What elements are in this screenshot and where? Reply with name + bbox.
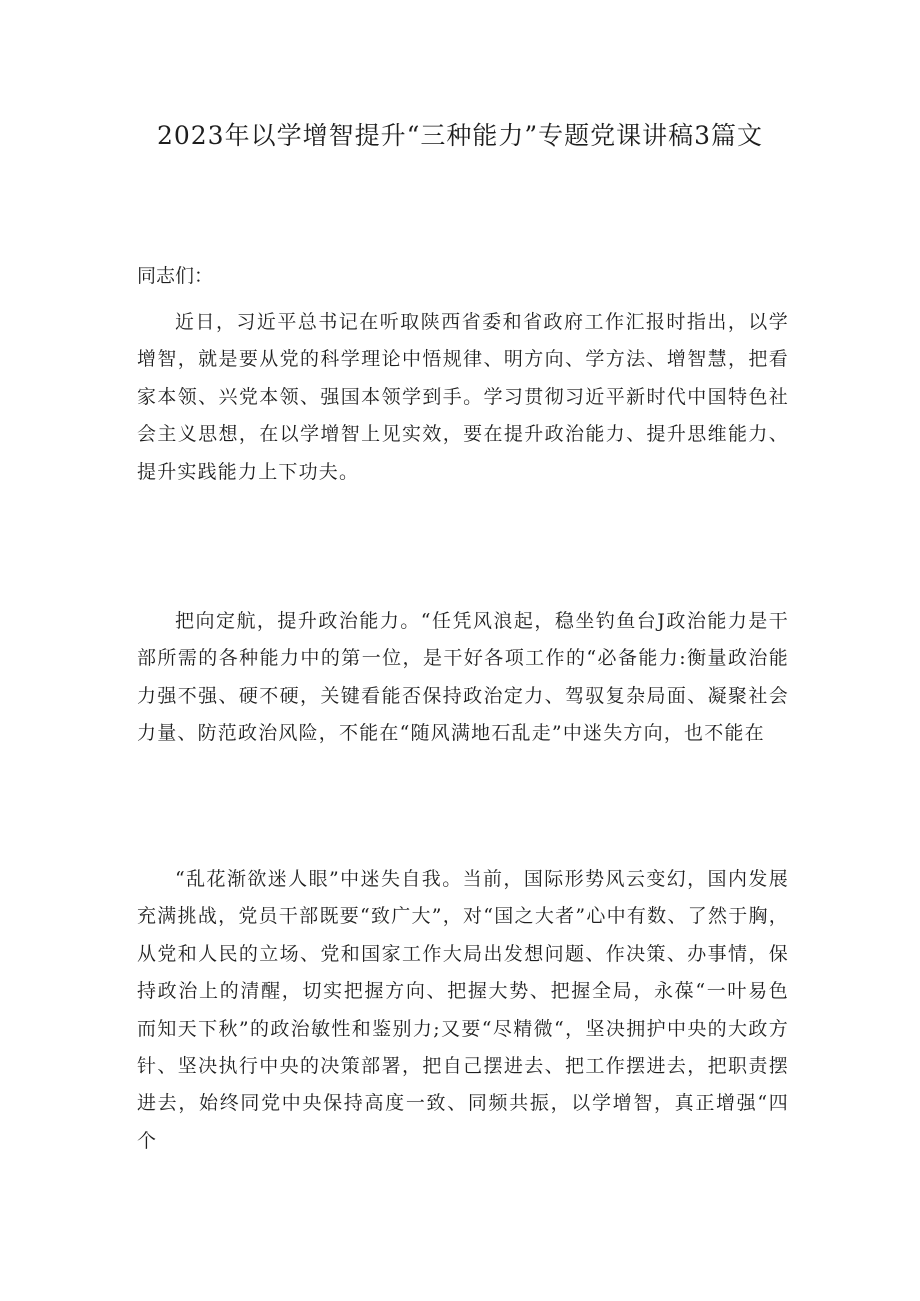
paragraph-political-ability: 把向定航，提升政治能力。“任凭风浪起，稳坐钓鱼台J政治能力是干部所需的各种能力中的第一位，是干好各项工作的“必备能力:衡量政治能力强不强、硬不硬，关键看能否保持政治定力、驾驭复杂局面、凝聚社会力量、防范政治风险，不能在“随风满地石乱走”中迷失方向，也不能在 [137,610,789,745]
salutation: 同志们： [137,265,214,287]
paragraph-intro: 近日，习近平总书记在听取陕西省委和省政府工作汇报时指出，以学增智，就是要从党的科学理论中悟规律、明方向、学方法、增智慧，把看家本领、兴党本领、强国本领学到手。学习贯彻习近平新时代中国特色社会主义思想，在以学增智上见实效，要在提升政治能力、提升思维能力、提升实践能力上下功夫。 [137,311,789,483]
paragraph-continuation: “乱花渐欲迷人眼”中迷失自我。当前，国际形势风云变幻，国内发展充满挑战，党员干部既要“致广大”，对“国之大者”心中有数、了然于胸，从党和人民的立场、党和国家工作大局出发想问题、作决策、办事情，保持政治上的清醒，切实把握方向、把握大势、把握全局，永葆“一叶易色而知天下秋”的政治敏性和鉴别力;又要“尽精微“，坚决拥护中央的大政方针、坚决执行中央的决策部署，把自己摆进去、把工作摆进去，把职责摆进去，始终同党中央保持高度一致、同频共振，以学增智，真正增强“四个 [137,868,789,1152]
document-title: 2023年以学增智提升“三种能力”专题党课讲稿3篇文 [156,121,764,150]
